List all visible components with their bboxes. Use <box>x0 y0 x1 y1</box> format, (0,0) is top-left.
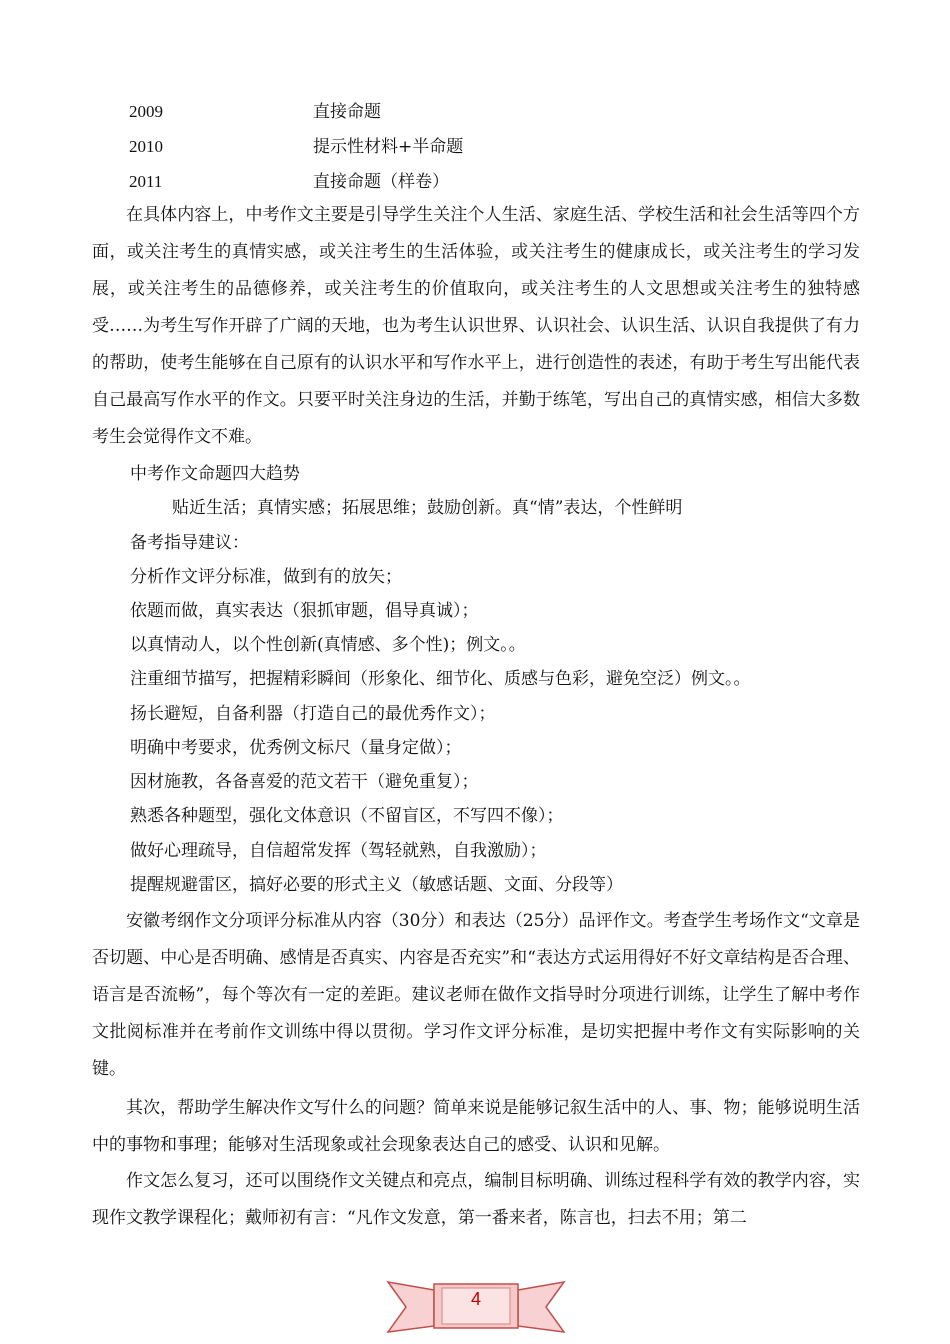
advice-item: 扬长避短，自备利器（打造自己的最优秀作文）； <box>130 704 496 724</box>
paragraph-content-scope: 在具体内容上，中考作文主要是引导学生关注个人生活、家庭生活、学校生活和社会生活等四个方面，或关注考生的真情实感，或关注考生的生活体验，或关注考生的健康成长，或关注考生的学习发展，或关注考生的品德修养，或关注考生的价值取向，或关注考生的人文思想或关注考生的独特感受……为考生写作开辟了广阔的天地，也为考生认识世界、认识社会、认识生活、认识自我提供了有力的帮助，使考生能够在自己原有的认识水平和写作水平上，进行创造性的表述，有助于考生写出能代表自己最高写作水平的作文。只要平时关注身边的生活，并勤于练笔，写出自己的真情实感，相信大多数考生会觉得作文不难。 <box>92 205 860 447</box>
advice-item: 提醒规避雷区，搞好必要的形式主义（敏感话题、文面、分段等） <box>130 875 623 895</box>
advice-item: 因材施教，各备喜爱的范文若干（避免重复）； <box>130 772 479 792</box>
year-2011: 2011 <box>129 172 163 191</box>
year-2009-type: 直接命题 <box>313 102 381 122</box>
page-number: 4 <box>470 1289 481 1309</box>
trends-heading: 中考作文命题四大趋势 <box>130 464 300 484</box>
advice-item: 以真情动人，以个性创新(真情感、多个性)；例文。。 <box>130 635 526 655</box>
year-2009: 2009 <box>129 102 163 121</box>
advice-item: 熟悉各种题型，强化文体意识（不留盲区，不写四不像）； <box>130 806 564 826</box>
advice-item: 明确中考要求，优秀例文标尺（量身定做）； <box>130 738 462 758</box>
trends-text: 贴近生活；真情实感；拓展思维；鼓励创新。真“情”表达，个性鲜明 <box>172 498 683 518</box>
year-2010: 2010 <box>129 137 163 156</box>
advice-item: 注重细节描写，把握精彩瞬间（形象化、细节化、质感与色彩，避免空泛）例文。。 <box>130 669 751 689</box>
year-2011-type: 直接命题（样卷） <box>313 172 449 192</box>
advice-item: 分析作文评分标准，做到有的放矢； <box>130 567 402 587</box>
advice-heading: 备考指导建议： <box>130 533 249 553</box>
year-2010-type: 提示性材料+半命题 <box>313 137 464 157</box>
paragraph-review-method: 作文怎么复习，还可以围绕作文关键点和亮点，编制目标明确、训练过程科学有效的教学内容，实现作文教学课程化；戴师初有言：“凡作文发意，第一番来者，陈言也，扫去不用；第二 <box>92 1171 860 1228</box>
advice-item: 做好心理疏导，自信超常发挥（驾轻就熟，自我激励）； <box>130 841 547 861</box>
advice-item: 依题而做，真实表达（狠抓审题，倡导真诚）； <box>130 601 479 621</box>
paragraph-scoring-standard: 安徽考纲作文分项评分标准从内容（30分）和表达（25分）品评作文。考查学生考场作文“文章是否切题、中心是否明确、感情是否真实、内容是否充实”和“表达方式运用得好不好文章结构是否合理、语言是否流畅”，每个等次有一定的差距。建议老师在做作文指导时分项进行训练，让学生了解中考作文批阅标准并在考前作文训练中得以贯彻。学习作文评分标准，是切实把握中考作文有实际影响的关键。 <box>92 911 860 1079</box>
paragraph-what-to-write: 其次，帮助学生解决作文写什么的问题？简单来说是能够记叙生活中的人、事、物；能够说明生活中的事物和事理；能够对生活现象或社会现象表达自己的感受、认识和见解。 <box>92 1098 860 1155</box>
